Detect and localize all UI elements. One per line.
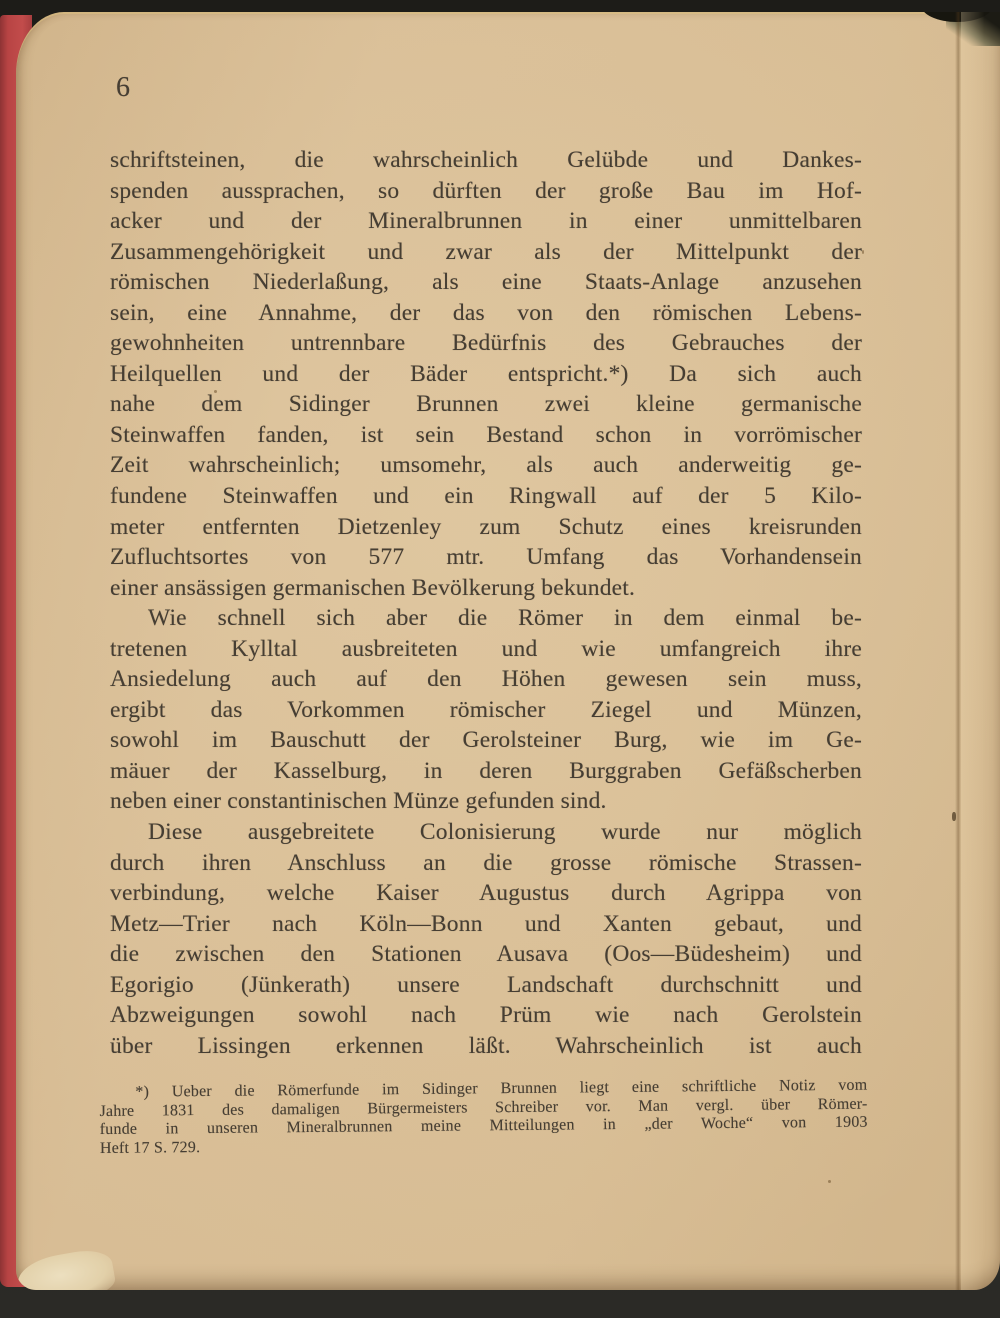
text-line: sein, eine Annahme, der das von den römischen Lebens- — [110, 299, 862, 326]
paper-speck — [828, 1180, 831, 1183]
text-line: römischen Niederlaßung, als eine Staats-Anlage anzusehen — [110, 269, 862, 296]
footnote-line: funde in unseren Mineralbrunnen meine Mitteilungen in „der Woche“ von 1903 — [99, 1114, 868, 1139]
page-number: 6 — [116, 72, 131, 103]
text-line: Metz—Trier nach Köln—Bonn und Xanten gebaut, und — [110, 910, 862, 937]
text-line: Ansiedelung auch auf den Höhen gewesen sein muss, — [110, 666, 862, 693]
text-line: Abzweigungen sowohl nach Prüm wie nach Gerolstein — [110, 1002, 862, 1029]
paragraph — [110, 145, 862, 603]
book-page — [16, 12, 1000, 1290]
paragraph — [110, 817, 862, 1061]
paper-speck — [862, 250, 864, 254]
page-edge-sliver — [961, 12, 1000, 1290]
text-line: über Lissingen erkennen läßt. Wahrscheinlich ist auch — [110, 1032, 862, 1059]
text-line: Diese ausgebreitete Colonisierung wurde nur möglich — [148, 819, 862, 846]
text-line: mäuer der Kasselburg, in deren Burggraben Gefäßscherben — [110, 757, 862, 784]
text-line: tretenen Kylltal ausbreiteten und wie umfangreich ihre — [110, 635, 862, 662]
text-line: Zusammengehörigkeit und zwar als der Mittelpunkt der — [110, 238, 862, 265]
text-line: schriftsteinen, die wahrscheinlich Gelübde und Dankes- — [110, 147, 862, 173]
paragraph — [110, 603, 862, 817]
text-line: Egorigio (Jünkerath) unsere Landschaft durchschnitt und — [110, 971, 862, 998]
text-line: gewohnheiten untrennbare Bedürfnis des Gebrauches der — [110, 330, 862, 357]
text-line: spenden aussprachen, so dürften der große Bau im Hof- — [110, 177, 862, 204]
text-line: fundene Steinwaffen und ein Ringwall auf der 5 Kilo- — [110, 483, 862, 510]
footnote-line: *) Ueber die Römerfunde im Sidinger Brunnen liegt eine schriftliche Notiz vom — [135, 1076, 868, 1101]
text-line: Wie schnell sich aber die Römer in dem einmal be- — [148, 605, 862, 632]
text-line: meter entfernten Dietzenley zum Schutz eines kreisrunden — [110, 513, 862, 540]
text-line: die zwischen den Stationen Ausava (Oos—Büdesheim) und — [110, 941, 862, 968]
worn-corner — [16, 1246, 117, 1290]
text-line: Zufluchtsortes von 577 mtr. Umfang das Vorhandensein — [110, 544, 862, 571]
footnote-line: Jahre 1831 des damaligen Bürgermeisters Schreiber vor. Man vergl. über Römer- — [99, 1095, 868, 1120]
text-line: Zeit wahrscheinlich; umsomehr, als auch anderweitig ge- — [110, 452, 862, 479]
text-line: nahe dem Sidinger Brunnen zwei kleine germanische — [110, 391, 862, 418]
text-line: Steinwaffen fanden, ist sein Bestand schon in vorrömischer — [110, 421, 862, 448]
text-line: sowohl im Bauschutt der Gerolsteiner Burg, wie im Ge- — [110, 727, 862, 754]
text-line: einer ansässigen germanischen Bevölkerung bekundet. — [110, 574, 636, 601]
footnote-line: Heft 17 S. 729. — [99, 1139, 201, 1158]
paper-speck — [952, 812, 956, 821]
text-line: ergibt das Vorkommen römischer Ziegel und Münzen, — [110, 696, 862, 723]
text-line: durch ihren Anschluss an die grosse römische Strassen- — [110, 849, 862, 876]
text-line: acker und der Mineralbrunnen in einer unmittelbaren — [110, 208, 862, 235]
text-line: neben einer constantinischen Münze gefunden sind. — [110, 788, 607, 815]
text-line: Heilquellen und der Bäder entspricht.*) Da sich auch — [110, 360, 862, 387]
text-line: verbindung, welche Kaiser Augustus durch Agrippa von — [110, 880, 862, 907]
body-text — [110, 145, 862, 1061]
footnote — [99, 1077, 868, 1159]
